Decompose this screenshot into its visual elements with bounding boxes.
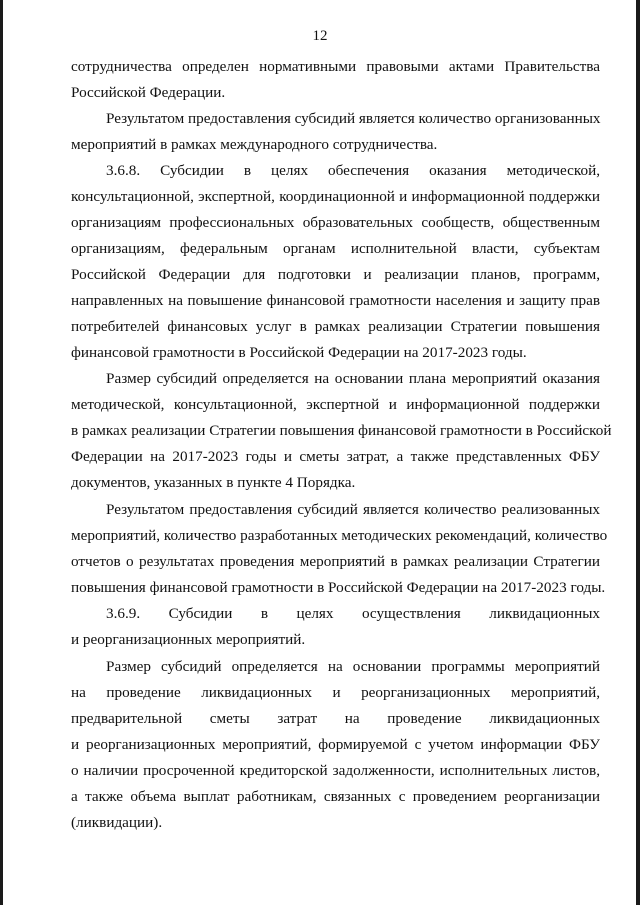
text-line: отчетов о результатах проведения мероприятий в рамках реализации Стратегии (71, 553, 600, 570)
text-line: (ликвидации). (71, 814, 163, 831)
page-edge-right (636, 0, 640, 905)
text-line: Российской Федерации для подготовки и реализации планов, программ, (71, 266, 600, 283)
text-line: 3.6.9. Субсидии в целях осуществления ликвидационных (106, 605, 600, 622)
text-line: в рамках реализации Стратегии повышения финансовой грамотности в Российской (71, 422, 612, 439)
text-line: и реорганизационных мероприятий, формируемой с учетом информации ФБУ (71, 736, 600, 753)
text-line: Результатом предоставления субсидий является количество организованных (106, 110, 601, 127)
text-line: Размер субсидий определяется на основании плана мероприятий оказания (106, 370, 600, 387)
text-line: о наличии просроченной кредиторской задолженности, исполнительных листов, (71, 762, 600, 779)
text-line: организациям, федеральным органам исполнительной власти, субъектам (71, 240, 600, 257)
text-line: Результатом предоставления субсидий является количество реализованных (106, 501, 600, 518)
text-line: Российской Федерации. (71, 84, 226, 101)
text-line: и реорганизационных мероприятий. (71, 631, 306, 648)
page-edge-left (0, 0, 3, 905)
text-line: направленных на повышение финансовой грамотности населения и защиту прав (71, 292, 600, 309)
text-line: документов, указанных в пункте 4 Порядка. (71, 474, 356, 491)
text-line: Федерации на 2017-2023 годы и сметы затрат, а также представленных ФБУ (71, 448, 600, 465)
text-line: финансовой грамотности в Российской Федерации на 2017-2023 годы. (71, 344, 527, 361)
text-line: методической, консультационной, экспертной и информационной поддержки (71, 396, 600, 413)
text-line: 3.6.8. Субсидии в целях обеспечения оказания методической, (106, 162, 600, 179)
text-line: консультационной, экспертной, координационной и информационной поддержки (71, 188, 600, 205)
text-line: Размер субсидий определяется на основании программы мероприятий (106, 658, 600, 675)
text-line: повышения финансовой грамотности в Российской Федерации на 2017-2023 годы. (71, 579, 606, 596)
text-line: на проведение ликвидационных и реорганизационных мероприятий, (71, 684, 600, 701)
text-line: потребителей финансовых услуг в рамках реализации Стратегии повышения (71, 318, 600, 335)
text-line: предварительной сметы затрат на проведение ликвидационных (71, 710, 600, 727)
text-line: а также объема выплат работникам, связанных с проведением реорганизации (71, 788, 600, 805)
text-line: мероприятий в рамках международного сотрудничества. (71, 136, 438, 153)
text-line: сотрудничества определен нормативными правовыми актами Правительства (71, 58, 600, 75)
page-number: 12 (312, 28, 328, 44)
text-line: организациям профессиональных образовательных сообществ, общественным (71, 214, 600, 231)
text-line: мероприятий, количество разработанных методических рекомендаций, количество (71, 527, 608, 544)
